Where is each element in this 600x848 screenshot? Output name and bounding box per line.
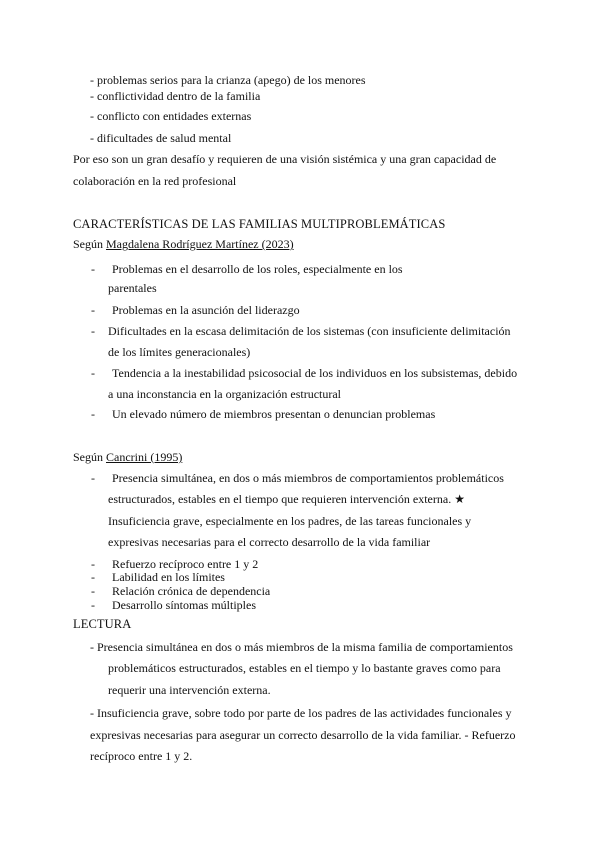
intro-bullet: - dificultades de salud mental xyxy=(90,131,232,145)
source-prefix: Según xyxy=(73,450,106,464)
lectura-paragraph-line: recíproco entre 1 y 2. xyxy=(90,749,193,763)
list-item-line: Relación crónica de dependencia xyxy=(112,584,271,598)
source-author-link: Magdalena Rodríguez Martínez (2023) xyxy=(106,237,294,251)
list-dash: - xyxy=(91,471,95,485)
lectura-title: LECTURA xyxy=(73,617,132,631)
list-item-line: estructurados, estables en el tiempo que requieren intervención externa. ★ xyxy=(108,492,465,506)
list-item-line: Dificultades en la escasa delimitación de los sistemas (con insuficiente delimitación xyxy=(108,324,511,338)
list-item-line: Tendencia a la inestabilidad psicosocial de los individuos en los subsistemas, debido xyxy=(112,366,518,380)
list-item-line: Presencia simultánea, en dos o más miembros de comportamientos problemáticos xyxy=(112,471,504,485)
list-item-line: a una inconstancia en la organización estructural xyxy=(108,387,342,401)
section-title: CARACTERÍSTICAS DE LAS FAMILIAS MULTIPROBLEMÁTICAS xyxy=(73,217,446,231)
intro-bullet: - conflictividad dentro de la familia xyxy=(90,89,261,103)
list-item-line: Problemas en el desarrollo de los roles, especialmente en los xyxy=(112,262,403,276)
lectura-paragraph-line: expresivas necesarias para asegurar un correcto desarrollo de la vida familiar. - Refuerzo xyxy=(90,728,516,742)
list-dash: - xyxy=(91,262,95,276)
list-item-line: parentales xyxy=(108,281,157,295)
lectura-paragraph-line: - Insuficiencia grave, sobre todo por parte de los padres de las actividades funcionales y xyxy=(90,706,512,720)
list-dash: - xyxy=(91,407,95,421)
source-line-cancrini xyxy=(73,450,182,464)
list-dash: - xyxy=(91,303,95,317)
list-dash: - xyxy=(91,557,95,571)
list-item-line: de los límites generacionales) xyxy=(108,345,251,359)
list-item-line: Desarrollo síntomas múltiples xyxy=(112,598,256,612)
lectura-paragraph-line: problemáticos estructurados, estables en el tiempo y lo bastante graves como para xyxy=(108,661,501,675)
list-item-line: Refuerzo recíproco entre 1 y 2 xyxy=(112,557,259,571)
list-item-line: Un elevado número de miembros presentan o denuncian problemas xyxy=(112,407,436,421)
intro-bullet: - problemas serios para la crianza (apego) de los menores xyxy=(90,73,366,87)
source-prefix: Según xyxy=(73,237,106,251)
source-line-rodriguez xyxy=(73,237,294,251)
lectura-paragraph-line: - Presencia simultánea en dos o más miembros de la misma familia de comportamientos xyxy=(90,640,513,654)
list-item-line: expresivas necesarias para el correcto desarrollo de la vida familiar xyxy=(108,535,431,549)
intro-paragraph-line: Por eso son un gran desafío y requieren de una visión sistémica y una gran capacidad de xyxy=(73,152,497,166)
source-author-link: Cancrini (1995) xyxy=(106,450,183,464)
list-dash: - xyxy=(91,584,95,598)
intro-bullet: - conflicto con entidades externas xyxy=(90,109,252,123)
list-dash: - xyxy=(91,598,95,612)
list-item-line: Problemas en la asunción del liderazgo xyxy=(112,303,300,317)
lectura-paragraph-line: requerir una intervención externa. xyxy=(108,683,271,697)
intro-paragraph-line: colaboración en la red profesional xyxy=(73,174,237,188)
list-dash: - xyxy=(91,324,95,338)
list-dash: - xyxy=(91,570,95,584)
list-dash: - xyxy=(91,366,95,380)
list-item-line: Insuficiencia grave, especialmente en los padres, de las tareas funcionales y xyxy=(108,514,472,528)
list-item-line: Labilidad en los límites xyxy=(112,570,225,584)
